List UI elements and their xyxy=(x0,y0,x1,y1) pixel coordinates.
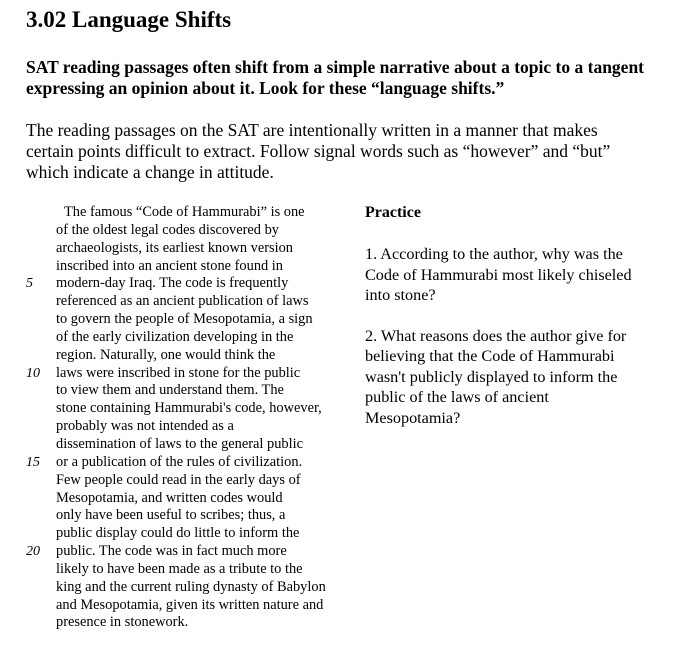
passage-line xyxy=(0,579,350,597)
passage-line xyxy=(0,365,350,383)
passage-line xyxy=(0,507,350,525)
line-number: 15 xyxy=(26,454,40,470)
question-line: believing that the Code of Hammurabi xyxy=(365,347,615,365)
line-number: 10 xyxy=(26,365,40,381)
practice-heading: Practice xyxy=(365,204,421,221)
passage-text: inscribed into an ancient stone found in xyxy=(56,257,283,274)
passage-line xyxy=(0,525,350,543)
question-line: 2. What reasons does the author give for xyxy=(365,326,627,345)
passage-text: of the early civilization developing in the xyxy=(56,328,294,345)
practice-question-2 xyxy=(365,326,685,429)
passage-text: region. Naturally, one would think the xyxy=(56,346,276,363)
intro-bold-line: expressing an opinion about it. Look for these “language shifts.” xyxy=(26,78,505,98)
passage-line xyxy=(0,490,350,508)
passage-line xyxy=(0,436,350,454)
passage-text: probably was not intended as a xyxy=(56,418,234,435)
passage-line xyxy=(0,597,350,615)
passage-text: public. The code was in fact much more xyxy=(56,543,287,560)
intro-bold-paragraph xyxy=(26,57,676,99)
question-line: into stone? xyxy=(365,286,436,304)
passage-text: stone containing Hammurabi's code, however, xyxy=(56,400,322,417)
line-number: 20 xyxy=(26,544,40,560)
passage-line xyxy=(0,311,350,329)
passage-line xyxy=(0,347,350,365)
passage-text: The famous “Code of Hammurabi” is one xyxy=(64,204,305,220)
question-line: Code of Hammurabi most likely chiseled xyxy=(365,265,632,284)
passage-line xyxy=(0,293,350,311)
question-line: wasn't publicly displayed to inform the xyxy=(365,367,618,386)
intro-bold-line: SAT reading passages often shift from a simple narrative about a topic to a tangent xyxy=(26,57,645,77)
passage-text: presence in stonework. xyxy=(56,614,189,631)
passage-text: Mesopotamia, and written codes would xyxy=(56,489,283,506)
question-line: public of the laws of ancient xyxy=(365,388,549,406)
question-line: Mesopotamia? xyxy=(365,408,461,427)
passage-line xyxy=(0,240,350,258)
passage-text: to view them and understand them. The xyxy=(56,382,284,399)
passage-line xyxy=(0,222,350,240)
passage-text: referenced as an ancient publication of laws xyxy=(56,293,309,310)
passage-text: laws were inscribed in stone for the public xyxy=(56,364,301,381)
reading-passage xyxy=(0,204,350,632)
passage-text: dissemination of laws to the general public xyxy=(56,435,303,452)
passage-text: public display could do little to inform the xyxy=(56,525,300,542)
passage-line xyxy=(0,543,350,561)
passage-text: likely to have been made as a tribute to the xyxy=(56,560,303,577)
passage-text: and Mesopotamia, given its written nature and xyxy=(56,596,324,613)
passage-line xyxy=(0,275,350,293)
passage-text: modern-day Iraq. The code is frequently xyxy=(56,275,289,292)
passage-line xyxy=(0,258,350,276)
passage-text: of the oldest legal codes discovered by xyxy=(56,221,279,238)
section-title: 3.02 Language Shifts xyxy=(26,7,232,32)
passage-line xyxy=(0,418,350,436)
passage-text: king and the current ruling dynasty of Babylon xyxy=(56,578,326,595)
passage-line xyxy=(0,329,350,347)
passage-text: Few people could read in the early days of xyxy=(56,471,301,488)
passage-text: to govern the people of Mesopotamia, a sign xyxy=(56,311,313,328)
intro-line: certain points difficult to extract. Follow signal words such as “however” and “but” xyxy=(26,141,611,161)
passage-line xyxy=(0,454,350,472)
passage-line xyxy=(0,561,350,579)
practice-section xyxy=(365,203,685,448)
passage-line xyxy=(0,382,350,400)
passage-line xyxy=(0,400,350,418)
intro-paragraph xyxy=(26,120,676,183)
practice-question-1 xyxy=(365,244,685,306)
passage-text: archaeologists, its earliest known version xyxy=(56,239,293,256)
passage-line xyxy=(0,204,350,222)
passage-line xyxy=(0,614,350,632)
passage-text: or a publication of the rules of civilization. xyxy=(56,453,303,470)
passage-line xyxy=(0,472,350,490)
question-line: 1. According to the author, why was the xyxy=(365,245,623,263)
passage-text: only have been useful to scribes; thus, a xyxy=(56,507,286,524)
intro-line: which indicate a change in attitude. xyxy=(26,162,274,182)
intro-line: The reading passages on the SAT are intentionally written in a manner that makes xyxy=(26,120,598,140)
line-number: 5 xyxy=(26,276,33,292)
